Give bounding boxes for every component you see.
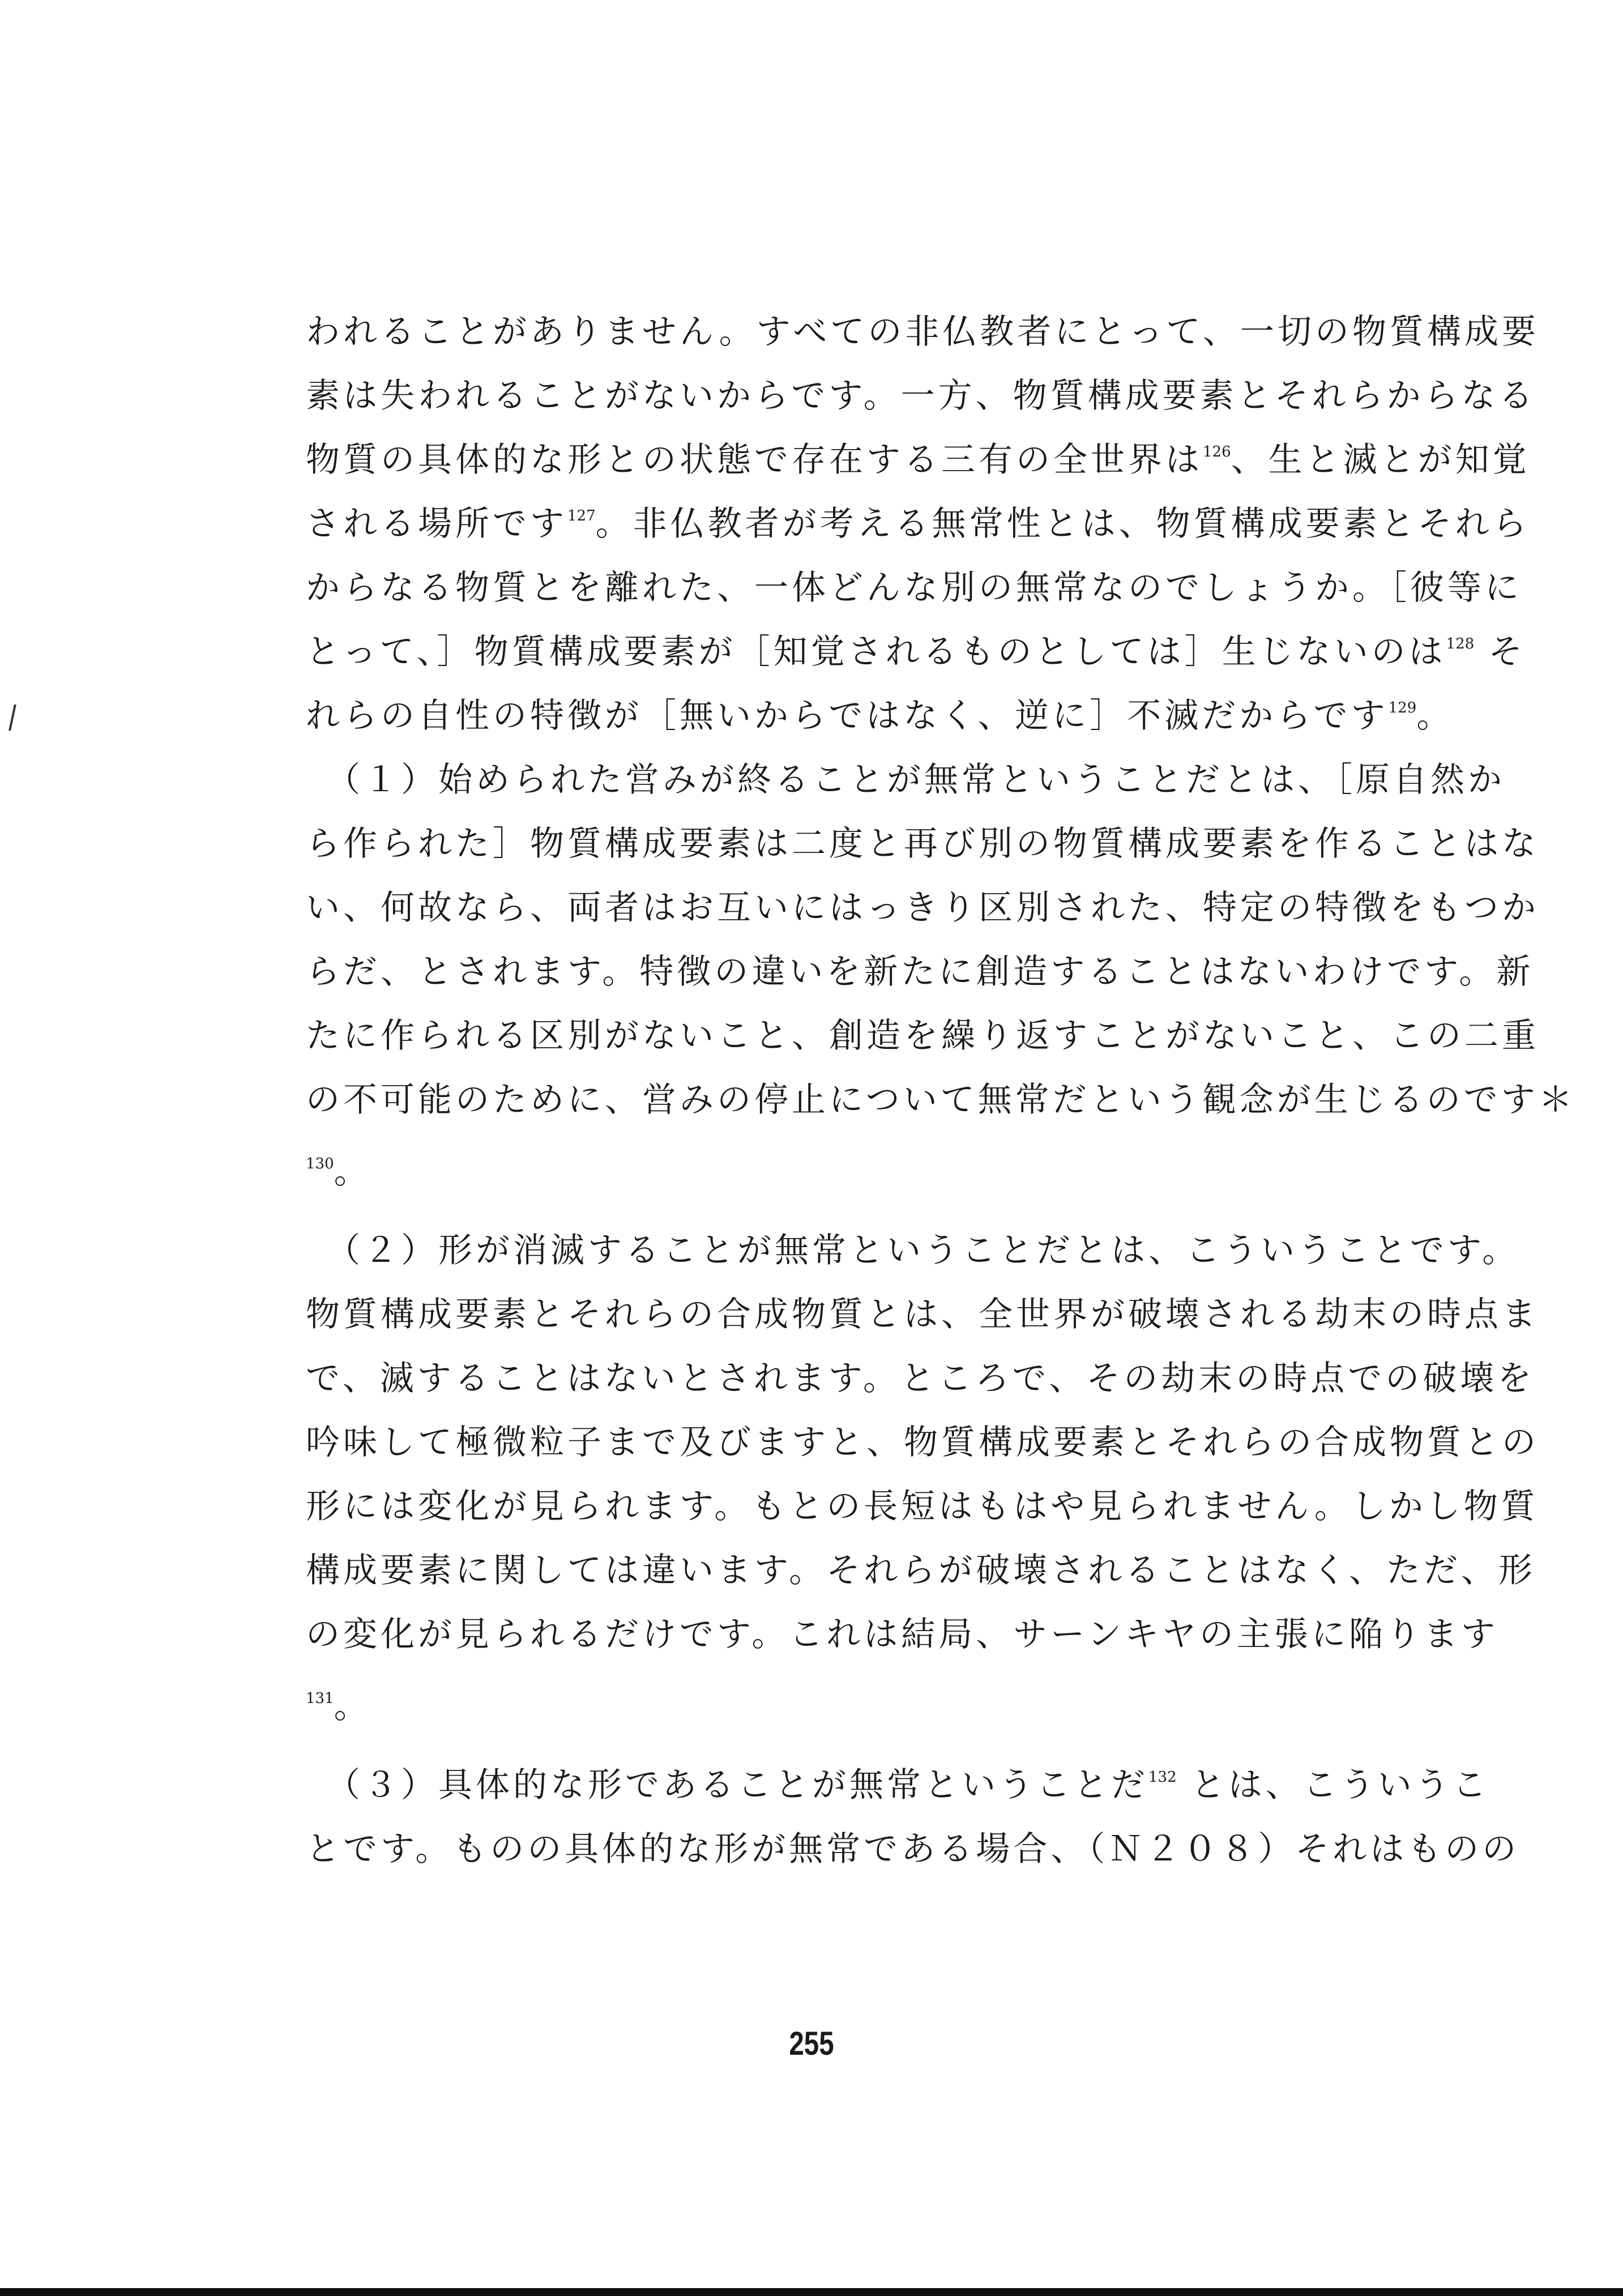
text-line: とって、］物質構成要素が［知覚されるものとしては］生じないのは$^{128}$ そ <box>306 632 1526 672</box>
text-line: 構成要素に関しては違います。それらが破壊されることはなく、ただ、形 <box>306 1551 1536 1590</box>
text-line: ら作られた］物質構成要素は二度と再び別の物質構成要素を作ることはな <box>306 824 1539 864</box>
text-line: 物質の具体的な形との状態で存在する三有の全世界は$^{126}$、生と滅とが知覚 <box>306 440 1530 480</box>
body-text <box>306 300 1576 1881</box>
margin-pencil-mark <box>8 705 16 731</box>
footnote-ref[interactable]: 130 <box>306 1155 334 1172</box>
footnote-continuation-line: $^{130}$。 <box>306 1152 371 1192</box>
text-line: らだ、とされます。特徴の違いを新たに創造することはないわけです。新 <box>306 952 1534 992</box>
text-line: れらの自性の特徴が［無いからではなく、逆に］不滅だからです$^{129}$。 <box>306 696 1454 736</box>
text-line: で、滅することはないとされます。ところで、その劫末の時点での破壊を <box>306 1359 1535 1398</box>
text-line: 形には変化が見られます。もとの長短はもはや見られません。しかし物質 <box>306 1487 1539 1526</box>
footnote-continuation-line: $^{131}$。 <box>306 1687 371 1726</box>
page-number: 255 <box>789 2025 834 2062</box>
text-line: （１）始められた営みが終ることが無常ということだとは、［原自然か <box>343 760 1505 800</box>
scan-bottom-edge <box>0 2288 1623 2296</box>
footnote-ref[interactable]: 132 <box>1148 1769 1177 1786</box>
footnote-ref[interactable]: 128 <box>1446 635 1475 652</box>
text-line: い、何故なら、両者はお互いにはっきり区別された、特定の特徴をもつか <box>306 888 1539 928</box>
text-line: 素は失われることがないからです。一方、物質構成要素とそれらからなる <box>306 376 1536 416</box>
text-line: される場所です$^{127}$。非仏教者が考える無常性とは、物質構成要素とそれら <box>306 504 1530 544</box>
text-line: われることがありません。すべての非仏教者にとって、一切の物質構成要 <box>306 312 1539 352</box>
text-line: 吟味して極微粒子まで及びますと、物質構成要素とそれらの合成物質との <box>306 1423 1539 1462</box>
text-line: たに作られる区別がないこと、創造を繰り返すことがないこと、この二重 <box>306 1016 1539 1056</box>
text-line: 物質構成要素とそれらの合成物質とは、全世界が破壊される劫末の時点ま <box>306 1295 1539 1334</box>
footnote-ref[interactable]: 129 <box>1388 699 1417 716</box>
text-line: の変化が見られるだけです。これは結局、サーンキヤの主張に陥ります <box>306 1615 1498 1654</box>
text-line: （２）形が消滅することが無常ということだとは、こういうことです。 <box>343 1231 1520 1270</box>
text-line: とです。ものの具体的な形が無常である場合、（Ｎ２０８）それはものの <box>306 1829 1520 1869</box>
text-line: の不可能のために、営みの停止について無常だという観念が生じるのです＊ <box>306 1080 1576 1120</box>
footnote-ref[interactable]: 127 <box>567 507 596 524</box>
text-line: からなる物質とを離れた、一体どんな別の無常なのでしょうか。［彼等に <box>306 568 1522 608</box>
footnote-ref[interactable]: 126 <box>1203 443 1231 460</box>
text-line: （３）具体的な形であることが無常ということだ$^{132}$ とは、こういうこ <box>343 1765 1490 1805</box>
footnote-ref[interactable]: 131 <box>306 1690 334 1707</box>
